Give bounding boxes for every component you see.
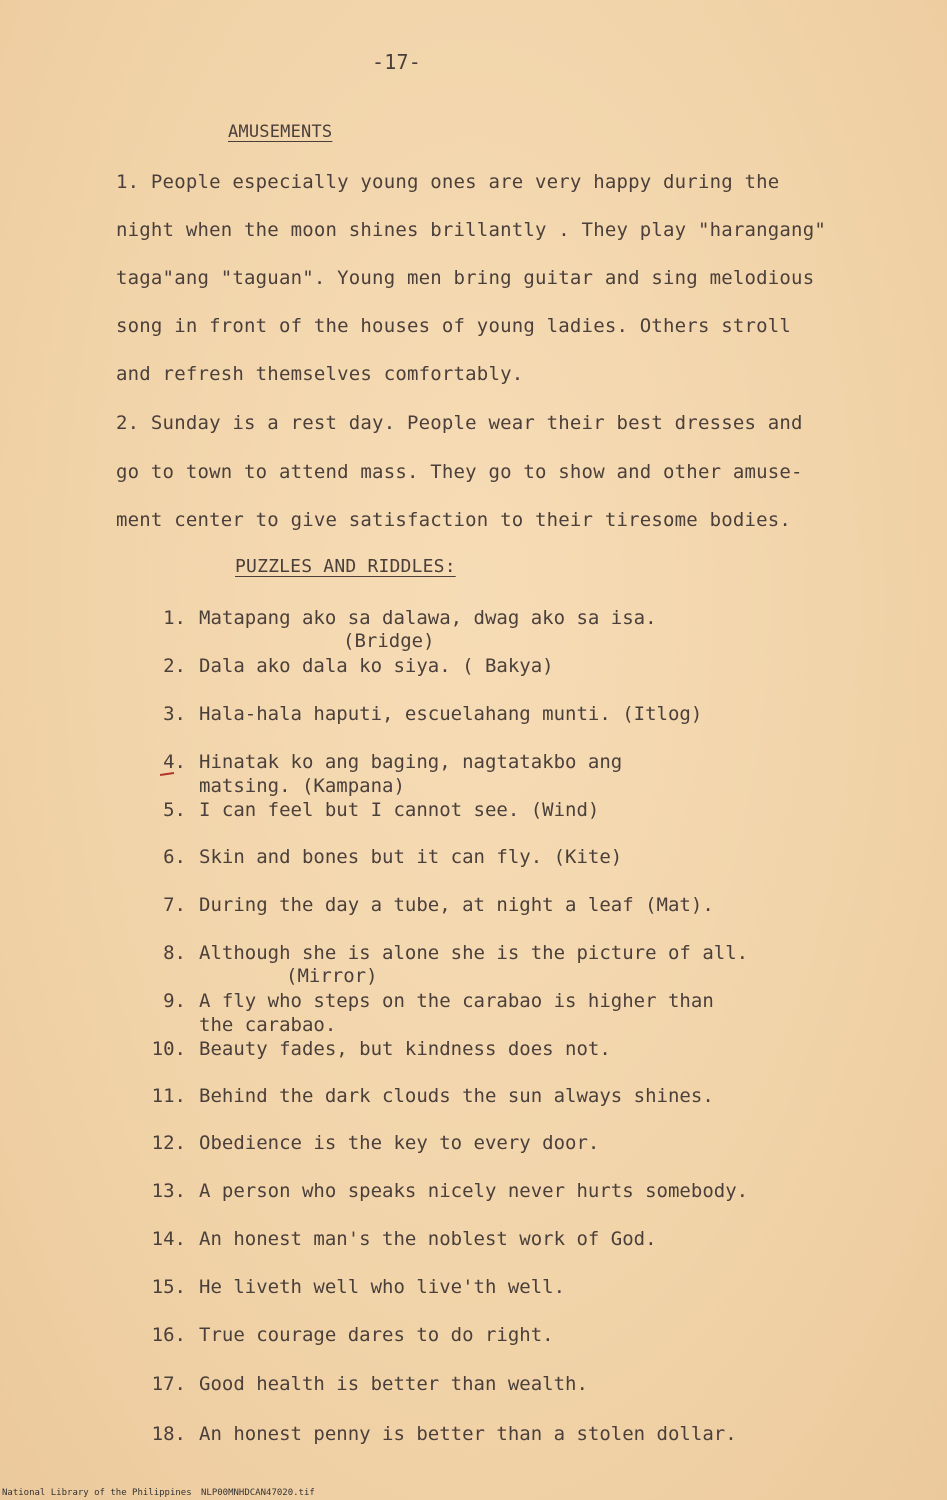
page-number: -17- <box>372 50 421 74</box>
list-item-cont: (Bridge) <box>343 630 435 652</box>
footer-library: National Library of the Philippines <box>2 1488 192 1498</box>
footer-filename: NLP00MNHDCAN47020.tif <box>201 1488 315 1498</box>
paragraph-line: 1. People especially young ones are very happy during the <box>116 171 780 193</box>
paragraph-line: and refresh themselves comfortably. <box>116 363 524 385</box>
list-item: Hala-hala haputi, escuelahang munti. (Itlog) <box>199 703 703 725</box>
paragraph-line: go to town to attend mass. They go to show and other amuse- <box>116 461 803 483</box>
item-number: 18. <box>151 1423 186 1445</box>
item-number: 17. <box>151 1373 186 1395</box>
list-item-cont: (Mirror) <box>286 965 378 987</box>
list-item: Although she is alone she is the picture of all. <box>199 942 749 964</box>
list-item: Matapang ako sa dalawa, dwag ako sa isa. <box>199 607 657 629</box>
list-item: A person who speaks nicely never hurts somebody. <box>199 1180 749 1202</box>
item-number: 15. <box>151 1276 186 1298</box>
item-number: 16. <box>151 1324 186 1346</box>
list-item: Hinatak ko ang baging, nagtatakbo ang <box>199 751 623 773</box>
list-item-cont: matsing. (Kampana) <box>199 775 405 797</box>
list-item: An honest penny is better than a stolen dollar. <box>199 1423 737 1445</box>
item-number: 4. <box>163 751 186 773</box>
list-item: Obedience is the key to every door. <box>199 1132 600 1154</box>
paragraph-line: 2. Sunday is a rest day. People wear their best dresses and <box>116 412 803 434</box>
item-number: 5. <box>163 799 186 821</box>
list-item: An honest man's the noblest work of God. <box>199 1228 657 1250</box>
item-number: 3. <box>163 703 186 725</box>
list-item-cont: the carabao. <box>199 1014 337 1036</box>
amusements-heading: AMUSEMENTS <box>228 122 333 142</box>
item-number: 9. <box>163 990 186 1012</box>
list-item: He liveth well who live'th well. <box>199 1276 566 1298</box>
item-number: 13. <box>151 1180 186 1202</box>
list-item: Skin and bones but it can fly. (Kite) <box>199 846 623 868</box>
list-item: True courage dares to do right. <box>199 1324 554 1346</box>
list-item: During the day a tube, at night a leaf (Mat). <box>199 894 714 916</box>
paragraph-line: night when the moon shines brillantly . They play "harangang" <box>116 219 826 241</box>
item-number: 1. <box>163 607 186 629</box>
list-item: A fly who steps on the carabao is higher than <box>199 990 714 1012</box>
puzzles-heading: PUZZLES AND RIDDLES: <box>235 556 456 577</box>
item-number: 6. <box>163 846 186 868</box>
item-number: 11. <box>151 1085 186 1107</box>
item-number: 8. <box>163 942 186 964</box>
list-item: I can feel but I cannot see. (Wind) <box>199 799 600 821</box>
item-number: 2. <box>163 655 186 677</box>
paragraph-line: taga"ang "taguan". Young men bring guitar and sing melodious <box>116 267 815 289</box>
item-number: 12. <box>151 1132 186 1154</box>
item-number: 7. <box>163 894 186 916</box>
list-item: Beauty fades, but kindness does not. <box>199 1038 611 1060</box>
list-item: Behind the dark clouds the sun always shines. <box>199 1085 714 1107</box>
list-item: Dala ako dala ko siya. ( Bakya) <box>199 655 554 677</box>
paragraph-line: ment center to give satisfaction to their tiresome bodies. <box>116 509 792 531</box>
paragraph-line: song in front of the houses of young ladies. Others stroll <box>116 315 792 337</box>
item-number: 10. <box>151 1038 186 1060</box>
item-number: 14. <box>151 1228 186 1250</box>
list-item: Good health is better than wealth. <box>199 1373 588 1395</box>
